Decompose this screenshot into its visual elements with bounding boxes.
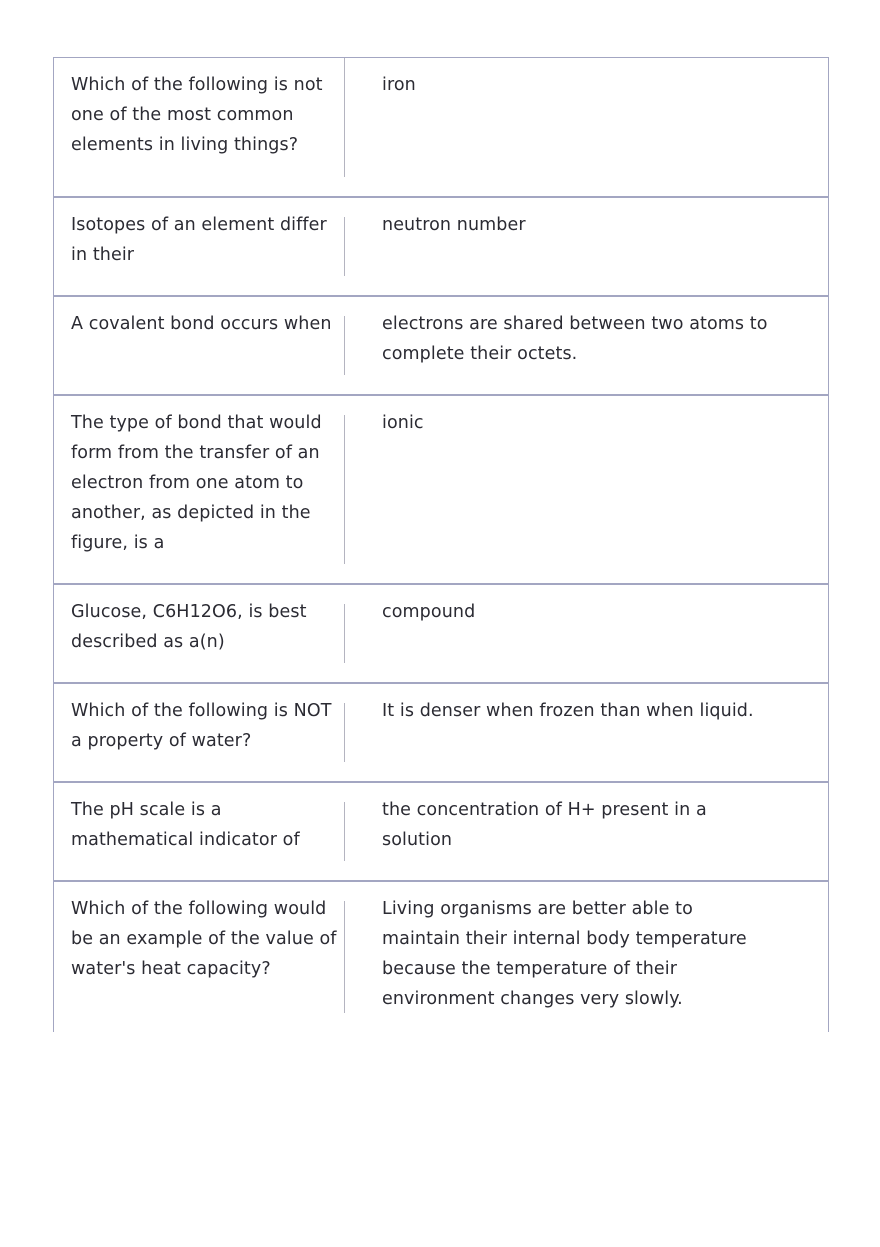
flashcard-term: Isotopes of an element differ in their (71, 215, 327, 265)
flashcard-term: A covalent bond occurs when (71, 314, 332, 334)
flashcard-definition: the concentration of H+ present in a solution (382, 800, 707, 850)
flashcard-row (54, 58, 828, 198)
flashcard-row (54, 684, 828, 783)
flashcard-row (54, 297, 828, 396)
column-divider (344, 802, 345, 861)
flashcard-row (54, 585, 828, 684)
column-divider (344, 604, 345, 663)
flashcard-row (54, 396, 828, 585)
flashcard-row (54, 198, 828, 297)
flashcard-definition: neutron number (382, 215, 526, 235)
flashcard-term: Which of the following is not one of the most common elements in living things? (71, 75, 323, 155)
flashcard-definition: Living organisms are better able to maintain their internal body temperature because the temperature of their environment changes very slowly. (382, 899, 747, 1009)
flashcard-row (54, 882, 828, 1032)
flashcard-term: Which of the following is NOT a property of water? (71, 701, 332, 751)
flashcard-definition: electrons are shared between two atoms to complete their octets. (382, 314, 768, 364)
column-divider (344, 217, 345, 276)
flashcard-definition: ionic (382, 413, 424, 433)
flashcard-term: Which of the following would be an example of the value of water's heat capacity? (71, 899, 337, 979)
flashcard-table (53, 57, 829, 1032)
flashcard-row (54, 783, 828, 882)
flashcard-term: The pH scale is a mathematical indicator of (71, 800, 300, 850)
flashcard-definition: It is denser when frozen than when liquid. (382, 701, 754, 721)
column-divider (344, 901, 345, 1013)
flashcard-term: The type of bond that would form from the transfer of an electron from one atom to another, as depicted in the figure, is a (71, 413, 322, 553)
column-divider (344, 415, 345, 564)
flashcard-definition: compound (382, 602, 476, 622)
column-divider (344, 703, 345, 762)
flashcard-term: Glucose, C6H12O6, is best described as a(n) (71, 602, 307, 652)
column-divider (344, 58, 345, 177)
column-divider (344, 316, 345, 375)
flashcard-definition: iron (382, 75, 416, 95)
